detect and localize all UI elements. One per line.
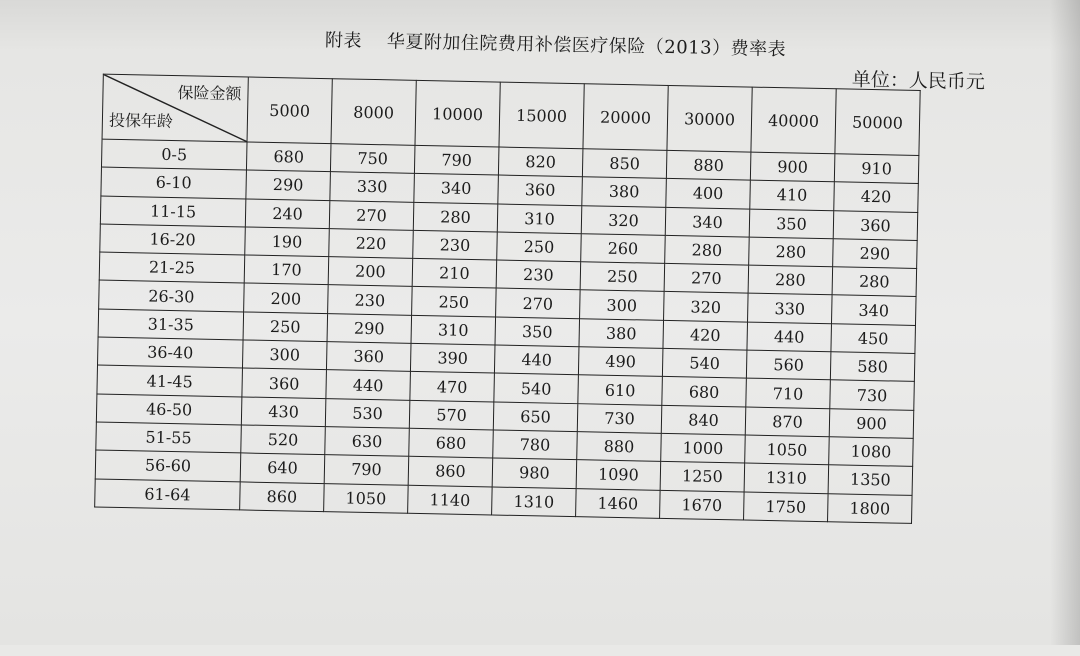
premium-cell: 360 — [833, 210, 918, 240]
premium-cell: 400 — [666, 179, 751, 209]
premium-cell: 870 — [745, 407, 830, 437]
premium-cell: 440 — [494, 345, 579, 375]
column-header-amount: 10000 — [415, 80, 500, 147]
premium-cell: 360 — [242, 368, 327, 398]
premium-cell: 420 — [663, 320, 748, 350]
age-range-cell: 36-40 — [98, 337, 244, 368]
premium-cell: 1460 — [576, 488, 661, 518]
premium-cell: 420 — [834, 182, 919, 212]
premium-cell: 320 — [581, 205, 666, 235]
premium-cell: 340 — [665, 207, 750, 237]
premium-cell: 980 — [492, 458, 577, 488]
premium-cell: 330 — [330, 172, 415, 202]
premium-cell: 730 — [577, 403, 662, 433]
premium-cell: 280 — [749, 237, 834, 267]
premium-cell: 280 — [413, 202, 498, 232]
premium-cell: 280 — [748, 265, 833, 295]
age-range-cell: 46-50 — [96, 394, 242, 425]
age-range-cell: 16-20 — [100, 224, 246, 255]
premium-cell: 570 — [409, 400, 494, 430]
age-range-cell: 51-55 — [96, 422, 242, 453]
premium-cell: 410 — [750, 180, 835, 210]
premium-cell: 1250 — [660, 462, 745, 492]
premium-cell: 360 — [498, 175, 583, 205]
premium-cell: 790 — [324, 455, 409, 485]
premium-cell: 200 — [244, 283, 329, 313]
premium-cell: 380 — [579, 318, 664, 348]
column-header-amount: 50000 — [835, 89, 920, 156]
table-title: 附表 华夏附加住院费用补偿医疗保险（2013）费率表 — [324, 30, 787, 61]
premium-cell: 860 — [408, 457, 493, 487]
premium-rate-table — [94, 74, 921, 524]
premium-cell: 320 — [664, 292, 749, 322]
age-range-cell: 41-45 — [97, 365, 243, 396]
premium-cell: 300 — [580, 290, 665, 320]
premium-cell: 580 — [830, 352, 915, 382]
premium-cell: 440 — [747, 322, 832, 352]
insured-amount-label: 保险金额 — [177, 83, 242, 104]
premium-cell: 330 — [748, 294, 833, 324]
premium-cell: 210 — [412, 259, 497, 289]
premium-cell: 780 — [493, 430, 578, 460]
premium-cell: 560 — [746, 350, 831, 380]
unit-label: 单位：人民币元 — [851, 68, 986, 94]
age-range-cell: 31-35 — [98, 309, 244, 340]
premium-cell: 240 — [245, 199, 330, 229]
premium-cell: 350 — [749, 209, 834, 239]
premium-cell: 290 — [833, 239, 918, 269]
premium-cell: 380 — [582, 177, 667, 207]
premium-cell: 290 — [327, 313, 412, 343]
premium-cell: 680 — [409, 428, 494, 458]
premium-cell: 360 — [326, 342, 411, 372]
premium-cell: 880 — [577, 432, 662, 462]
premium-cell: 250 — [497, 232, 582, 262]
premium-cell: 530 — [325, 398, 410, 428]
premium-cell: 260 — [581, 234, 666, 264]
premium-cell: 880 — [666, 150, 751, 180]
premium-cell: 230 — [496, 260, 581, 290]
premium-cell: 430 — [241, 397, 326, 427]
premium-cell: 340 — [831, 295, 916, 325]
age-range-cell: 56-60 — [95, 450, 241, 481]
premium-cell: 270 — [664, 264, 749, 294]
premium-cell: 250 — [412, 287, 497, 317]
age-range-cell: 61-64 — [95, 479, 241, 510]
premium-cell: 280 — [832, 267, 917, 297]
premium-cell: 310 — [411, 315, 496, 345]
premium-cell: 1050 — [324, 483, 409, 513]
premium-cell: 290 — [246, 170, 331, 200]
premium-cell: 440 — [326, 370, 411, 400]
age-range-cell: 21-25 — [99, 252, 245, 283]
premium-cell: 250 — [243, 312, 328, 342]
premium-cell: 450 — [831, 324, 916, 354]
premium-cell: 520 — [241, 425, 326, 455]
premium-cell: 310 — [497, 204, 582, 234]
column-header-amount: 15000 — [499, 82, 584, 149]
premium-cell: 610 — [578, 375, 663, 405]
premium-cell: 280 — [665, 235, 750, 265]
premium-cell: 220 — [329, 229, 414, 259]
premium-cell: 540 — [494, 373, 579, 403]
premium-cell: 710 — [746, 378, 831, 408]
column-header-amount: 5000 — [247, 77, 332, 144]
premium-cell: 1350 — [828, 465, 913, 495]
premium-cell: 1800 — [828, 493, 913, 523]
column-header-amount: 40000 — [751, 87, 836, 154]
premium-cell: 840 — [661, 405, 746, 435]
premium-cell: 630 — [325, 427, 410, 457]
premium-cell: 650 — [493, 402, 578, 432]
premium-cell: 1090 — [576, 460, 661, 490]
premium-cell: 1670 — [660, 490, 745, 520]
premium-cell: 200 — [328, 257, 413, 287]
premium-cell: 820 — [498, 147, 583, 177]
premium-cell: 230 — [413, 230, 498, 260]
premium-cell: 1310 — [744, 463, 829, 493]
premium-cell: 190 — [245, 227, 330, 257]
premium-cell: 1080 — [829, 437, 914, 467]
column-header-amount: 30000 — [667, 85, 752, 152]
premium-cell: 900 — [829, 408, 914, 438]
premium-cell: 910 — [834, 154, 919, 184]
premium-cell: 230 — [328, 285, 413, 315]
premium-cell: 730 — [830, 380, 915, 410]
premium-cell: 860 — [240, 481, 325, 511]
premium-cell: 470 — [410, 372, 495, 402]
insured-age-label: 投保年龄 — [108, 110, 174, 131]
premium-cell: 390 — [410, 343, 495, 373]
age-range-cell: 0-5 — [101, 139, 247, 170]
premium-cell: 1050 — [745, 435, 830, 465]
premium-cell: 850 — [582, 149, 667, 179]
premium-cell: 680 — [662, 377, 747, 407]
column-header-amount: 20000 — [583, 84, 668, 151]
age-range-cell: 6-10 — [101, 167, 247, 198]
premium-cell: 1140 — [408, 485, 493, 515]
premium-cell: 680 — [246, 142, 331, 172]
premium-cell: 170 — [244, 255, 329, 285]
premium-cell: 490 — [578, 347, 663, 377]
age-range-cell: 11-15 — [100, 196, 246, 227]
premium-cell: 900 — [750, 152, 835, 182]
premium-cell: 350 — [495, 317, 580, 347]
column-header-amount: 8000 — [331, 79, 416, 146]
premium-cell: 1000 — [661, 433, 746, 463]
premium-cell: 300 — [242, 340, 327, 370]
premium-cell: 250 — [580, 262, 665, 292]
premium-cell: 270 — [329, 200, 414, 230]
corner-header-cell — [102, 74, 248, 142]
table-body — [95, 139, 919, 523]
premium-cell: 750 — [330, 144, 415, 174]
premium-cell: 640 — [240, 453, 325, 483]
premium-cell: 540 — [662, 348, 747, 378]
premium-cell: 1310 — [492, 487, 577, 517]
age-range-cell: 26-30 — [99, 281, 245, 312]
premium-cell: 1750 — [744, 492, 829, 522]
premium-cell: 790 — [414, 145, 499, 175]
premium-cell: 340 — [414, 174, 499, 204]
premium-cell: 270 — [496, 288, 581, 318]
